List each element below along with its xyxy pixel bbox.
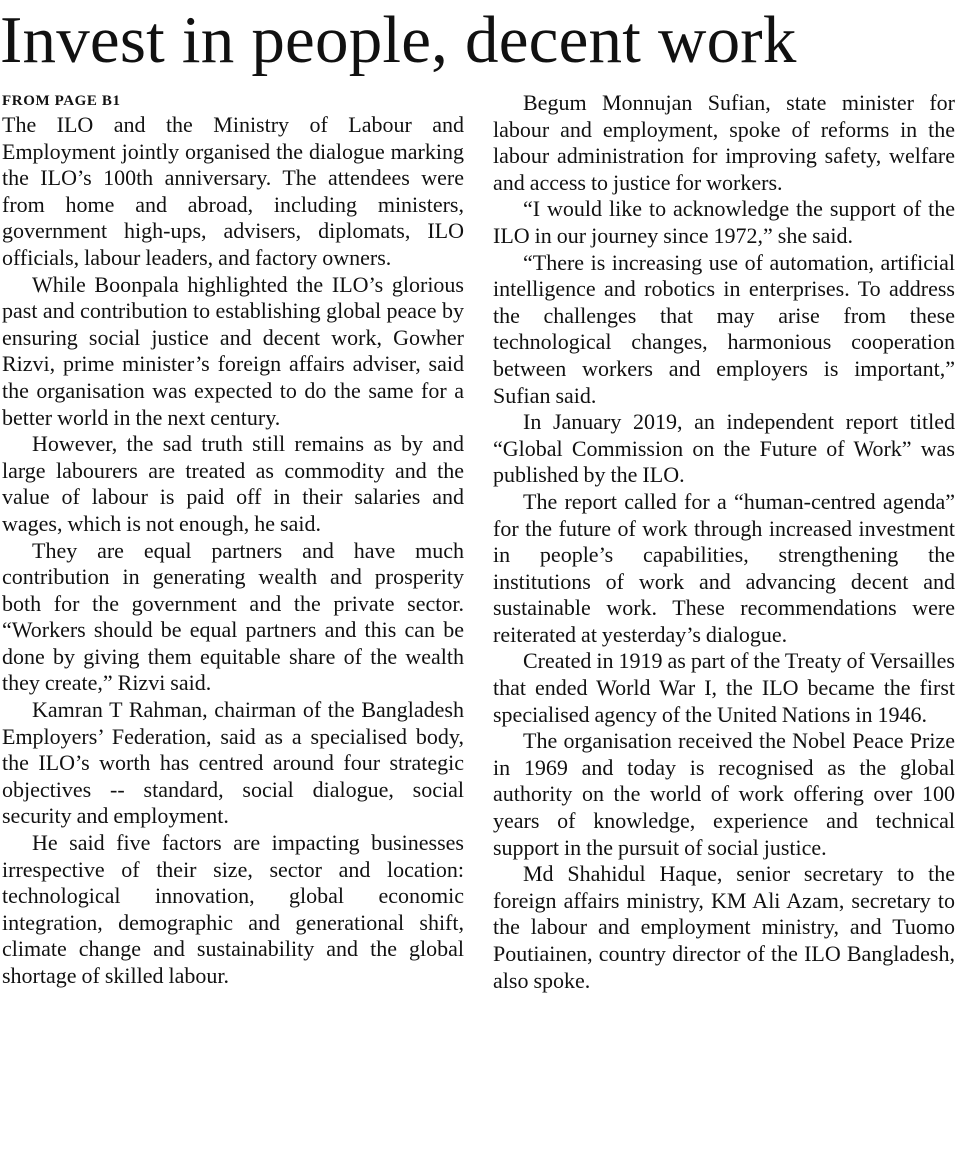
article-paragraph: “There is increasing use of automation, artificial intelligence and robotics in enterprises. To address the challenges that may arise from these technological changes, harmonious cooperation between workers and employers is important,” Sufian said.	[493, 249, 955, 408]
article-paragraph: Created in 1919 as part of the Treaty of Versailles that ended World War I, the ILO became the first specialised agency of the United Nations in 1946.	[493, 648, 955, 727]
article-paragraph: In January 2019, an independent report titled “Global Commission on the Future of Work” was published by the ILO.	[493, 409, 955, 488]
article-paragraph: The organisation received the Nobel Peace Prize in 1969 and today is recognised as the global authority on the world of work offering over 100 years of knowledge, experience and technical support in the pursuit of social justice.	[493, 728, 955, 860]
article-paragraph: “I would like to acknowledge the support of the ILO in our journey since 1972,” she said.	[493, 196, 955, 248]
article-headline: Invest in people, decent work	[0, 3, 797, 77]
article-paragraph: Kamran T Rahman, chairman of the Bangladesh Employers’ Federation, said as a specialised body, the ILO’s worth has centred around four strategic objectives -- standard, social dialogue, social security and employment.	[2, 697, 464, 829]
article-paragraph: Begum Monnujan Sufian, state minister for labour and employment, spoke of reforms in the labour administration for improving safety, welfare and access to justice for workers.	[493, 90, 955, 195]
jump-line: FROM PAGE B1	[2, 93, 121, 109]
article-paragraph: Md Shahidul Haque, senior secretary to the foreign affairs ministry, KM Ali Azam, secretary to the labour and employment ministry, and Tuomo Poutiainen, country director of the ILO Bangladesh, also spoke.	[493, 861, 955, 993]
article-paragraph: They are equal partners and have much contribution in generating wealth and prosperity both for the government and the private sector. “Workers should be equal partners and this can be done by giving them equitable share of the wealth they create,” Rizvi said.	[2, 537, 464, 696]
article-paragraph: He said five factors are impacting businesses irrespective of their size, sector and location: technological innovation, global economic integration, demographic and generational shift, climate change and sustainability and the global shortage of skilled labour.	[2, 830, 464, 988]
article-column-right	[493, 90, 955, 994]
article-paragraph: However, the sad truth still remains as by and large labourers are treated as commodity and the value of labour is paid off in their salaries and wages, which is not enough, he said.	[2, 431, 464, 536]
article-paragraph: The ILO and the Ministry of Labour and Employment jointly organised the dialogue marking the ILO’s 100th anniversary. The attendees were from home and abroad, including ministers, government high-ups, advisers, diplomats, ILO officials, labour leaders, and factory owners.	[2, 112, 464, 270]
article-column-left	[2, 90, 464, 990]
article-paragraph: The report called for a “human-centred agenda” for the future of work through increased investment in people’s capabilities, strengthening the institutions of work and advancing decent and sustainable work. These recommendations were reiterated at yesterday’s dialogue.	[493, 488, 955, 647]
article-paragraph: While Boonpala highlighted the ILO’s glorious past and contribution to establishing global peace by ensuring social justice and decent work, Gowher Rizvi, prime minister’s foreign affairs adviser, said the organisation was expected to do the same for a better world in the next century.	[2, 271, 464, 430]
